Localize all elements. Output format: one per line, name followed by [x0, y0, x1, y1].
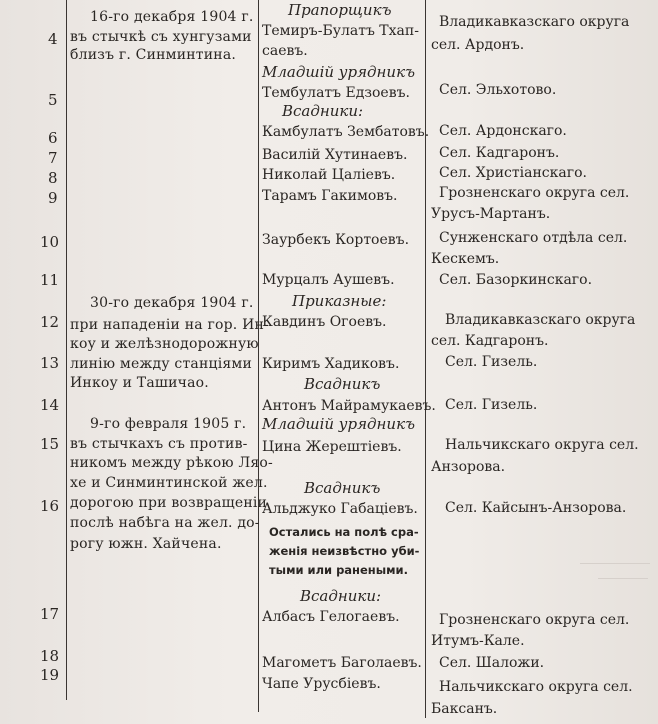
person-name: Николай Цаліевъ. — [262, 167, 396, 183]
event-text: рогу южн. Хайчена. — [70, 536, 222, 552]
person-name: Кавдинъ Огоевъ. — [262, 314, 387, 330]
place-text: Сел. Гизель. — [445, 354, 538, 370]
person-name: Мурцалъ Аушевъ. — [262, 272, 395, 288]
column-rule-2 — [258, 0, 259, 712]
person-name: Тембулатъ Едзоевъ. — [262, 85, 410, 101]
faint-mark — [598, 578, 648, 579]
row-number: 17 — [40, 605, 60, 623]
place-text: Кескемъ. — [431, 251, 500, 267]
row-number: 10 — [40, 233, 60, 251]
rank-heading: Всадникъ — [304, 479, 381, 497]
column-rule-3 — [425, 0, 426, 718]
place-text: Баксанъ. — [431, 701, 498, 717]
place-text: Владикавказскаго округа — [445, 312, 636, 328]
place-text: Сел. Ардонскаго. — [439, 123, 567, 139]
row-number: 13 — [40, 354, 60, 372]
note-text: Остались на полѣ сра- — [269, 525, 419, 539]
event-text: Инкоу и Ташичао. — [70, 375, 209, 391]
place-text: Сел. Кайсынъ-Анзорова. — [445, 500, 627, 516]
row-number: 8 — [48, 169, 58, 187]
person-name: Албасъ Гелогаевъ. — [262, 609, 400, 625]
place-text: Сел. Кадгаронъ. — [439, 145, 560, 161]
place-text: Сунженскаго отдѣла сел. — [439, 230, 628, 246]
note-text: тыми или ранеными. — [269, 563, 408, 577]
event-date: 30-го декабря 1904 г. — [90, 295, 254, 311]
person-name: Антонъ Майрамукаевъ. — [262, 398, 436, 414]
event-text: въ стычкѣ съ хунгузами — [70, 29, 252, 45]
event-text: никомъ между рѣкою Ляо- — [70, 455, 273, 471]
event-text: въ стычкахъ съ против- — [70, 436, 248, 452]
row-number: 14 — [40, 396, 60, 414]
person-name: Чапе Урусбіевъ. — [262, 676, 381, 692]
column-rule-1 — [66, 0, 67, 700]
event-text: хе и Синминтинской жел. — [70, 475, 268, 491]
place-text: Грозненскаго округа сел. — [439, 185, 630, 201]
rank-heading: Младшій урядникъ — [262, 415, 416, 433]
row-number: 9 — [48, 189, 58, 207]
place-text: Сел. Эльхотово. — [439, 82, 557, 98]
row-number: 18 — [40, 647, 60, 665]
place-text: Сел. Шаложи. — [439, 655, 545, 671]
place-text: Итумъ-Кале. — [431, 633, 525, 649]
person-name: Заурбекъ Кортоевъ. — [262, 232, 410, 248]
rank-heading: Всадники: — [300, 587, 382, 605]
place-text: Сел. Гизель. — [445, 397, 538, 413]
event-text: послѣ набѣга на жел. до- — [70, 515, 260, 531]
event-date: 16-го декабря 1904 г. — [90, 9, 254, 25]
row-number: 7 — [48, 149, 58, 167]
event-text: коу и желѣзнодорожную — [70, 336, 259, 352]
place-text: Сел. Христіанскаго. — [439, 165, 587, 181]
row-number: 19 — [40, 666, 60, 684]
row-number: 4 — [48, 30, 58, 48]
event-text: при нападеніи на гор. Ин- — [70, 317, 269, 333]
person-name: Цина Жерештіевъ. — [262, 439, 402, 455]
event-date: 9-го февраля 1905 г. — [90, 416, 247, 432]
event-text: линію между станціями — [70, 356, 253, 372]
row-number: 5 — [48, 91, 58, 109]
place-text: Урусъ-Мартанъ. — [431, 206, 551, 222]
rank-heading: Прапорщикъ — [288, 1, 392, 19]
rank-heading: Всадники: — [282, 102, 364, 120]
row-number: 6 — [48, 129, 58, 147]
person-name: саевъ. — [262, 43, 308, 59]
person-name: Василій Хутинаевъ. — [262, 147, 408, 163]
place-text: Нальчикскаго округа сел. — [439, 679, 633, 695]
row-number: 15 — [40, 435, 60, 453]
rank-heading: Всадникъ — [304, 375, 381, 393]
place-text: сел. Ардонъ. — [431, 37, 525, 53]
rank-heading: Младшій урядникъ — [262, 63, 416, 81]
event-text: дорогою при возвращеніи — [70, 495, 268, 511]
place-text: Владикавказскаго округа — [439, 14, 630, 30]
place-text: Грозненскаго округа сел. — [439, 612, 630, 628]
row-number: 16 — [40, 497, 60, 515]
place-text: Нальчикскаго округа сел. — [445, 437, 639, 453]
person-name: Тарамъ Гакимовъ. — [262, 188, 398, 204]
person-name: Магометъ Баголаевъ. — [262, 655, 422, 671]
place-text: Сел. Базоркинскаго. — [439, 272, 593, 288]
place-text: Анзорова. — [431, 459, 506, 475]
person-name: Камбулатъ Зембатовъ. — [262, 124, 430, 140]
row-number: 11 — [40, 271, 60, 289]
person-name: Альджуко Габаціевъ. — [262, 501, 418, 517]
place-text: сел. Кадгаронъ. — [431, 333, 549, 349]
rank-heading: Приказные: — [292, 292, 387, 310]
faint-mark — [580, 563, 650, 564]
person-name: Темиръ-Булатъ Тхап- — [262, 23, 419, 39]
person-name: Киримъ Хадиковъ. — [262, 356, 400, 372]
note-text: женія неизвѣстно уби- — [269, 544, 420, 558]
row-number: 12 — [40, 313, 60, 331]
event-text: близъ г. Синминтина. — [70, 47, 237, 63]
